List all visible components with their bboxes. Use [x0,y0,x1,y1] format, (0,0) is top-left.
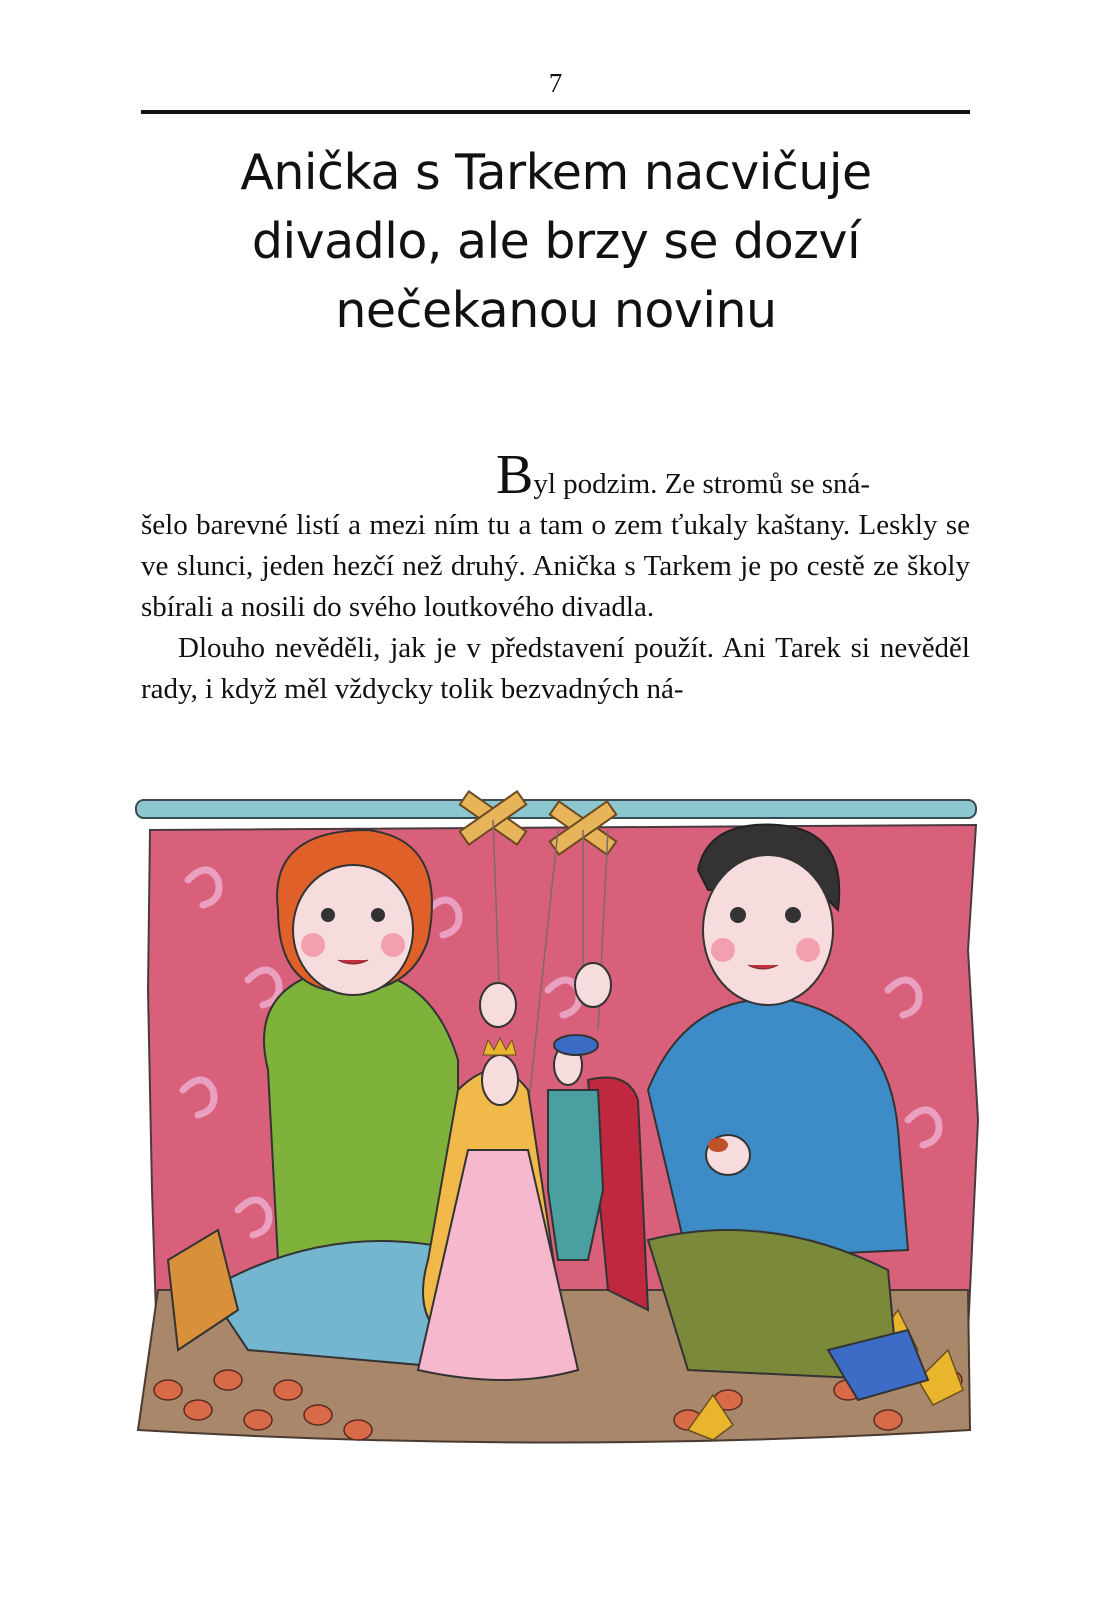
paragraph-1 [141,444,970,628]
page-number: 7 [548,68,563,98]
drop-cap: B [496,444,534,506]
first-line [141,444,970,506]
body-text [141,444,970,710]
paragraph-2: Dlouho nevěděli, jak je v představení použít. Ani Tarek si nevěděl rady, i když měl vždycky tolik bezvadných ná- [141,632,970,705]
chapter-title-line-3: nečekanou novinu [335,282,777,339]
illustration-puppet-theatre [128,790,993,1450]
paragraph-1-text: šelo barevné listí a mezi ním tu a tam o zem ťukaly kaštany. Leskly se ve slunci, jeden hezčí než druhý. Anička s Tarkem je po cestě ze školy sbírali a nosili do svého loutkového divadla. [141,509,970,623]
chapter-title-line-1: Anička s Tarkem nacvičuje [240,144,872,201]
chapter-title-line-2: divadlo, ale brzy se dozví [251,213,861,270]
header-rule [141,110,970,114]
first-line-text: yl podzim. Ze stromů se sná- [533,468,871,500]
chapter-title [160,138,952,345]
